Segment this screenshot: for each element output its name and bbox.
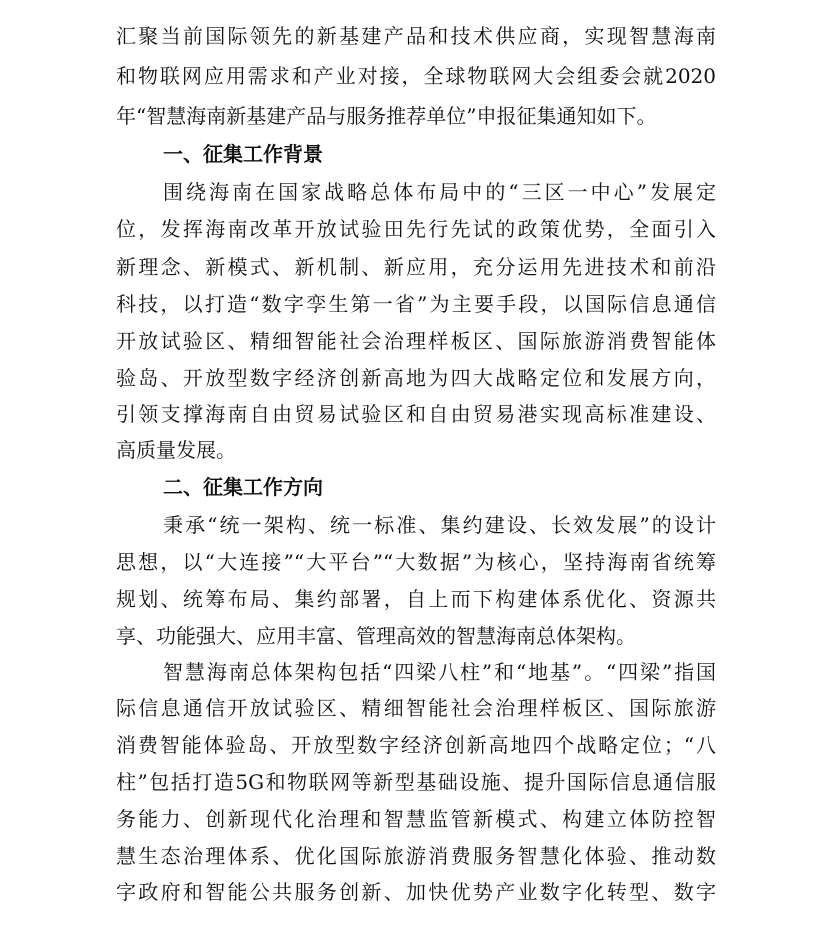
section-heading-background: 一、征集工作背景 (163, 142, 323, 166)
paragraph-line: 柱”包括打造5G和物联网等新型基础设施、提升国际信息通信服 (116, 770, 716, 794)
paragraph-line: 高质量发展。 (116, 438, 236, 462)
paragraph-line: 字政府和智能公共服务创新、加快优势产业数字化转型、数字 (116, 880, 716, 904)
paragraph-line: 围绕海南在国家战略总体布局中的“三区一中心”发展定 (163, 180, 716, 204)
paragraph-line: 思想，以“大连接”“大平台”“大数据”为核心，坚持海南省统筹 (116, 550, 716, 574)
paragraph-line: 秉承“统一架构、统一标准、集约建设、长效发展”的设计 (163, 513, 716, 537)
paragraph-line: 消费智能体验岛、开放型数字经济创新高地四个战略定位；“八 (116, 733, 716, 757)
paragraph-line: 位，发挥海南改革开放试验田先行先试的政策优势，全面引入 (116, 217, 716, 241)
paragraph-line: 规划、统筹布局、集约部署，自上而下构建体系优化、资源共 (116, 587, 716, 611)
paragraph-line: 享、功能强大、应用丰富、管理高效的智慧海南总体架构。 (116, 624, 636, 648)
paragraph-line: 汇聚当前国际领先的新基建产品和技术供应商，实现智慧海南 (116, 24, 716, 48)
paragraph-line: 科技，以打造“数字孪生第一省”为主要手段，以国际信息通信 (116, 292, 716, 316)
paragraph-line: 慧生态治理体系、优化国际旅游消费服务智慧化体验、推动数 (116, 844, 716, 868)
paragraph-line: 验岛、开放型数字经济创新高地为四大战略定位和发展方向， (116, 366, 716, 390)
paragraph-line: 际信息通信开放试验区、精细智能社会治理样板区、国际旅游 (116, 696, 716, 720)
paragraph-line: 新理念、新模式、新机制、新应用，充分运用先进技术和前沿 (116, 255, 716, 279)
paragraph-line: 务能力、创新现代化治理和智慧监管新模式、构建立体防控智 (116, 807, 716, 831)
paragraph-line: 引领支撑海南自由贸易试验区和自由贸易港实现高标准建设、 (116, 402, 716, 426)
paragraph-line: 开放试验区、精细智能社会治理样板区、国际旅游消费智能体 (116, 329, 716, 353)
paragraph-line: 和物联网应用需求和产业对接，全球物联网大会组委会就2020 (116, 64, 716, 88)
paragraph-line: 智慧海南总体架构包括“四梁八柱”和“地基”。“四梁”指国 (163, 660, 716, 684)
section-heading-direction: 二、征集工作方向 (163, 475, 323, 499)
paragraph-line: 年“智慧海南新基建产品与服务推荐单位”申报征集通知如下。 (116, 104, 657, 128)
